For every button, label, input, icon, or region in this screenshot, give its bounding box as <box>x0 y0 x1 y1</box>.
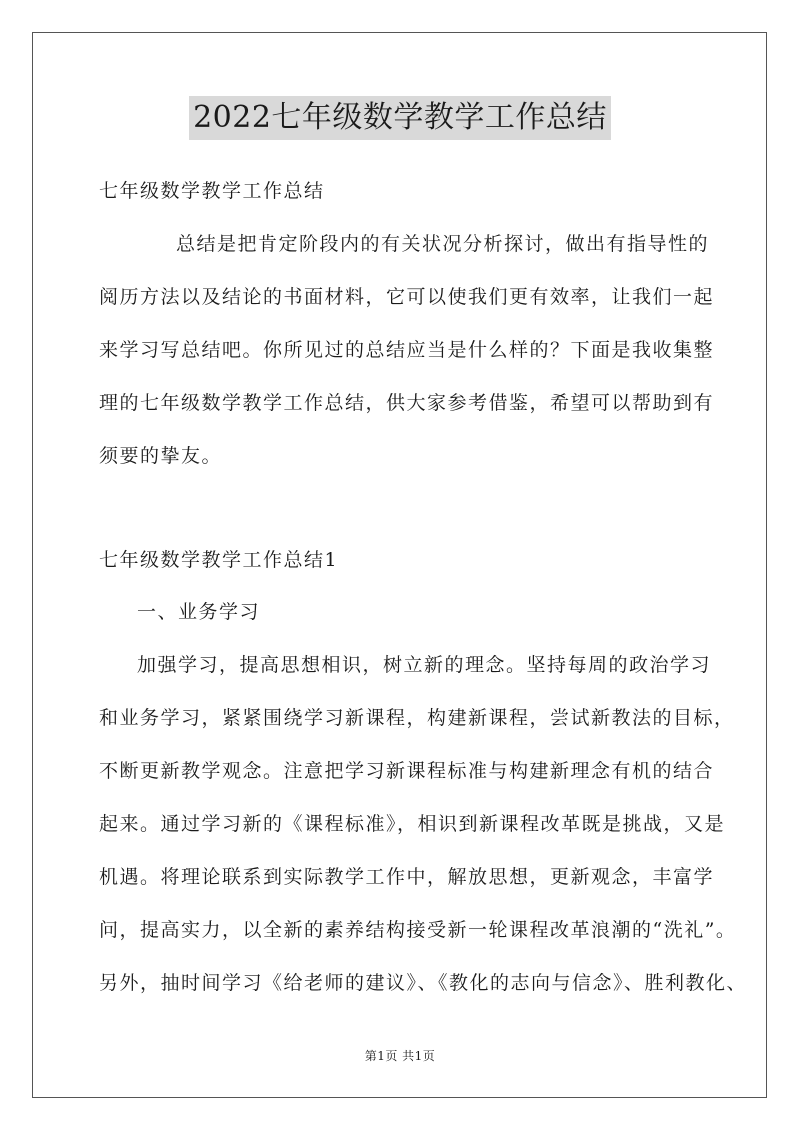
paragraph-line: 理的七年级数学教学工作总结，供大家参考借鉴，希望可以帮助到有 <box>99 392 715 414</box>
subsection-heading: 一、业务学习 <box>137 601 261 623</box>
paragraph-line: 来学习写总结吧。你所见过的总结应当是什么样的？下面是我收集整 <box>99 339 715 361</box>
paragraph-line: 另外，抽时间学习《给老师的建议》、《教化的志向与信念》、胜利教化、 <box>99 972 748 994</box>
document-title: 2022七年级数学教学工作总结 <box>189 96 611 140</box>
paragraph-line: 起来。通过学习新的《课程标准》，相识到新课程改革既是挑战，又是 <box>99 813 726 835</box>
title-area <box>0 96 800 140</box>
paragraph-line: 加强学习，提高思想相识，树立新的理念。坚持每周的政治学习 <box>137 654 712 676</box>
paragraph-line: 和业务学习，紧紧围绕学习新课程，构建新课程，尝试新教法的目标， <box>99 707 735 729</box>
paragraph-line: 不断更新教学观念。注意把学习新课程标准与构建新理念有机的结合 <box>99 760 715 782</box>
paragraph-line: 机遇。将理论联系到实际教学工作中，解放思想，更新观念，丰富学 <box>99 866 715 888</box>
page-footer: 第1页 共1页 <box>364 1049 436 1063</box>
paragraph-line: 阅历方法以及结论的书面材料，它可以使我们更有效率，让我们一起 <box>99 286 715 308</box>
section-heading: 七年级数学教学工作总结1 <box>99 549 339 571</box>
paragraph-line: 须要的挚友。 <box>99 445 223 467</box>
paragraph-line: 问，提高实力，以全新的素养结构接受新一轮课程改革浪潮的“洗礼”。 <box>99 919 737 941</box>
paragraph-line: 总结是把肯定阶段内的有关状况分析探讨，做出有指导性的 <box>176 233 710 255</box>
section-heading: 七年级数学教学工作总结 <box>99 180 325 202</box>
